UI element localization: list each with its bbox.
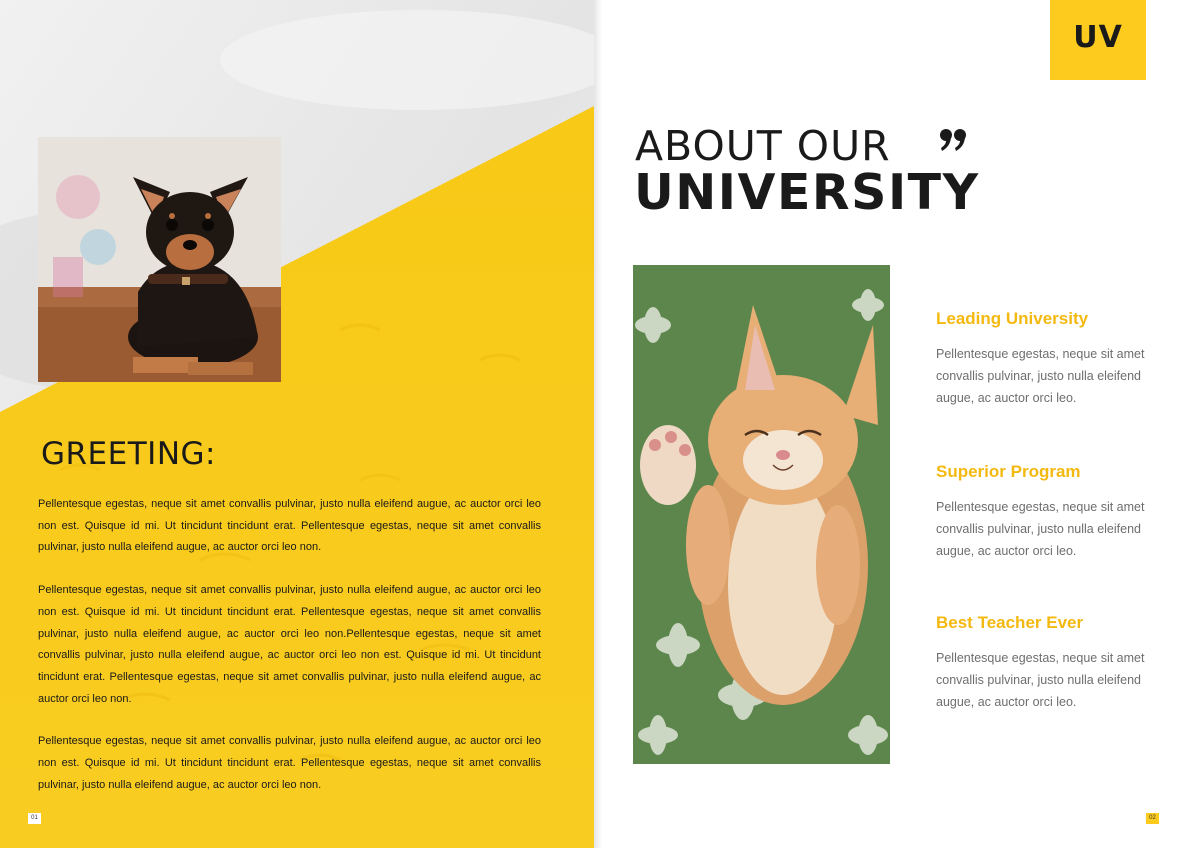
feature-best-teacher [936, 613, 1151, 713]
feature-title: Best Teacher Ever [936, 613, 1084, 632]
dog-photo [38, 137, 281, 382]
feature-text: Pellentesque egestas, neque sit amet convallis pulvinar, justo nulla eleifend augue, ac auctor orci leo. [936, 651, 1145, 709]
greeting-paragraph: Pellentesque egestas, neque sit amet convallis pulvinar, justo nulla eleifend augue, ac auctor orci leo non est. Quisque id mi. Ut tincidunt tincidunt erat. Pellentesque egestas, neque sit amet convallis pulvinar, justo nulla eleifend augue, ac auctor orci leo non.Pellentesque egestas, neque sit amet convallis pulvinar, justo nulla eleifend augue, ac auctor orci leo non est. Quisque id mi. Ut tincidunt tincidunt erat. Pellentesque egestas, neque sit amet convallis pulvinar, justo nulla eleifend augue, ac auctor orci leo non. [38, 584, 541, 705]
about-heading-line1: ABOUT OUR [635, 122, 891, 170]
greeting-title: GREETING: [41, 436, 216, 472]
greeting-paragraph: Pellentesque egestas, neque sit amet convallis pulvinar, justo nulla eleifend augue, ac auctor orci leo non est. Quisque id mi. Ut tincidunt tincidunt erat. Pellentesque egestas, neque sit amet convallis pulvinar, justo nulla eleifend augue, ac auctor orci leo non. [38, 735, 541, 791]
logo-badge [1050, 0, 1146, 80]
about-heading-line2: UNIVERSITY [634, 164, 980, 221]
feature-text: Pellentesque egestas, neque sit amet convallis pulvinar, justo nulla eleifend augue, ac auctor orci leo. [936, 500, 1145, 558]
feature-superior-program [936, 462, 1151, 562]
right-page [594, 0, 1195, 848]
greeting-paragraph: Pellentesque egestas, neque sit amet convallis pulvinar, justo nulla eleifend augue, ac auctor orci leo non est. Quisque id mi. Ut tincidunt tincidunt erat. Pellentesque egestas, neque sit amet convallis pulvinar, justo nulla eleifend augue, ac auctor orci leo non. [38, 498, 541, 554]
kitten-photo [633, 265, 890, 764]
spine-shadow [594, 0, 602, 848]
left-page [0, 0, 594, 848]
logo-text: UV [1073, 20, 1123, 55]
kitten-illustration [633, 265, 890, 764]
feature-title: Leading University [936, 309, 1089, 328]
page-number-left: 01 [28, 813, 41, 824]
greeting-body [38, 494, 541, 817]
feature-title: Superior Program [936, 462, 1081, 481]
page-number-right: 02 [1146, 813, 1159, 824]
feature-leading-university [936, 309, 1151, 409]
feature-text: Pellentesque egestas, neque sit amet convallis pulvinar, justo nulla eleifend augue, ac auctor orci leo. [936, 347, 1145, 405]
dog-illustration [38, 137, 281, 382]
quote-icon [939, 128, 967, 154]
